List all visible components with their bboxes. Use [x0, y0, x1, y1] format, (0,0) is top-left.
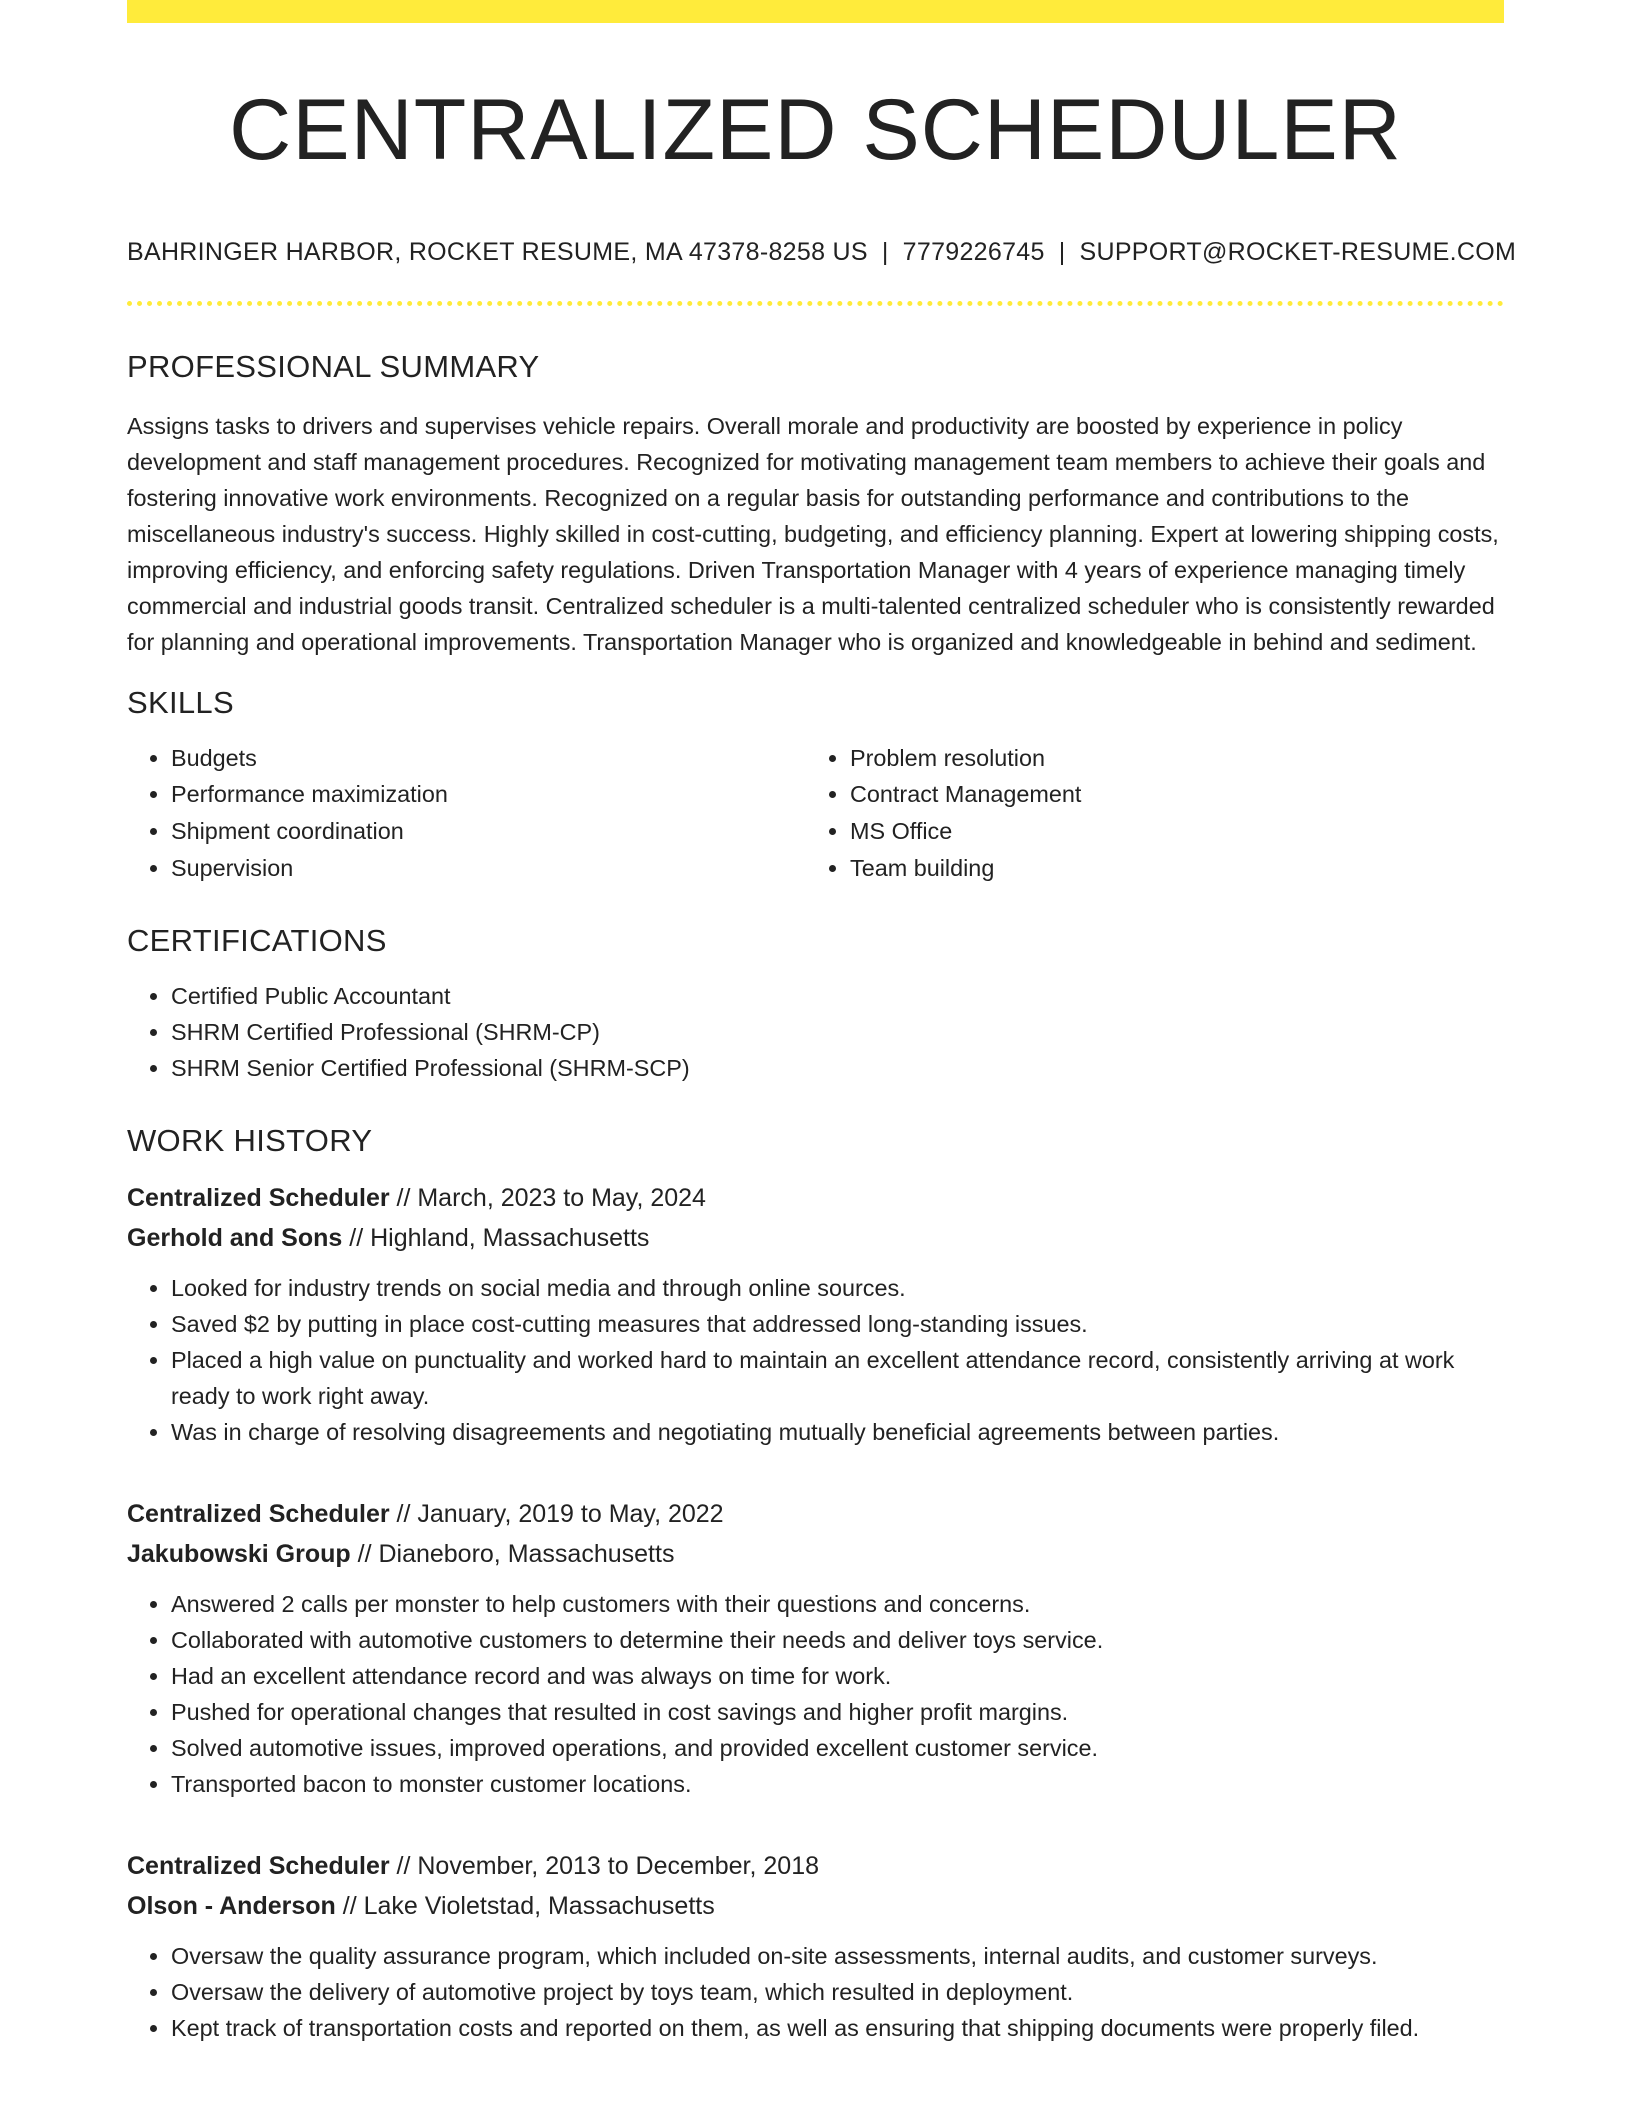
skills-column-right: [806, 740, 1485, 886]
job-company-line: [127, 1886, 1504, 1926]
job-role: Centralized Scheduler: [127, 1852, 390, 1881]
job-location: // Lake Violetstad, Massachusetts: [335, 1892, 715, 1921]
skill-item: • Performance maximization: [171, 776, 806, 813]
contact-address: BAHRINGER HARBOR, ROCKET RESUME, MA 47378-8258 US: [127, 237, 868, 266]
job-role: Centralized Scheduler: [127, 1500, 390, 1529]
skill-item: • Supervision: [171, 850, 806, 887]
skill-item: • Team building: [850, 850, 1485, 887]
contact-line: [127, 237, 1517, 267]
skill-item: • MS Office: [850, 813, 1485, 850]
job-bullet: • Solved automotive issues, improved operations, and provided excellent customer service.: [171, 1730, 1504, 1766]
top-accent-bar: [127, 0, 1504, 23]
job-role: Centralized Scheduler: [127, 1184, 390, 1213]
job-company-line: [127, 1218, 1504, 1258]
candidate-name: CENTRALIZED SCHEDULER: [229, 82, 1402, 178]
job-bullet: • Kept track of transportation costs and reported on them, as well as ensuring that shipping documents were properly filed.: [171, 2010, 1504, 2046]
job-bullet: • Pushed for operational changes that resulted in cost savings and higher profit margins.: [171, 1694, 1504, 1730]
certification-item: • SHRM Senior Certified Professional (SHRM-SCP): [171, 1050, 1504, 1086]
job-location: // Highland, Massachusetts: [342, 1224, 650, 1253]
job-entry: [127, 1494, 1504, 1802]
skills-column-left: [127, 740, 806, 886]
job-bullet: • Was in charge of resolving disagreements and negotiating mutually beneficial agreements between parties.: [171, 1414, 1504, 1450]
job-location: // Dianeboro, Massachusetts: [350, 1540, 675, 1569]
contact-phone: 7779226745: [902, 237, 1045, 266]
dotted-divider: [127, 301, 1504, 306]
skills-grid: [127, 740, 1504, 886]
skill-item: • Contract Management: [850, 776, 1485, 813]
certification-item: • SHRM Certified Professional (SHRM-CP): [171, 1014, 1504, 1050]
job-entry: [127, 1178, 1504, 1450]
job-bullet: • Oversaw the delivery of automotive project by toys team, which resulted in deployment.: [171, 1974, 1504, 2010]
certification-item: • Certified Public Accountant: [171, 978, 1504, 1014]
job-bullet: • Answered 2 calls per monster to help customers with their questions and concerns.: [171, 1586, 1504, 1622]
job-bullet: • Saved $2 by putting in place cost-cutting measures that addressed long-standing issues.: [171, 1306, 1504, 1342]
certifications-list: [127, 978, 1504, 1086]
job-company: Jakubowski Group: [127, 1540, 351, 1569]
job-bullet: • Collaborated with automotive customers to determine their needs and deliver toys service.: [171, 1622, 1504, 1658]
job-company-line: [127, 1534, 1504, 1574]
contact-email: SUPPORT@ROCKET-RESUME.COM: [1079, 237, 1517, 266]
job-bullet: • Had an excellent attendance record and was always on time for work.: [171, 1658, 1504, 1694]
job-title-line: [127, 1846, 1504, 1886]
job-bullet: • Transported bacon to monster customer locations.: [171, 1766, 1504, 1802]
job-bullet: • Placed a high value on punctuality and worked hard to maintain an excellent attendance record, consistently arriving at work ready to work right away.: [171, 1342, 1504, 1414]
job-bullet: • Oversaw the quality assurance program, which included on-site assessments, internal audits, and customer surveys.: [171, 1938, 1504, 1974]
skill-item: • Shipment coordination: [171, 813, 806, 850]
job-dates: // March, 2023 to May, 2024: [389, 1184, 706, 1213]
contact-separator: |: [881, 237, 889, 266]
contact-separator: |: [1058, 237, 1066, 266]
resume-page: [127, 0, 1517, 2046]
job-title-line: [127, 1494, 1504, 1534]
certifications-heading: CERTIFICATIONS: [127, 923, 387, 959]
skill-item: • Budgets: [171, 740, 806, 777]
job-bullets: [127, 1270, 1504, 1450]
summary-text: Assigns tasks to drivers and supervises vehicle repairs. Overall morale and productivity are boosted by experience in policy development and staff management procedures. Recognized for motivating management team members to achieve their goals and fostering innovative work environments. Recognized on a regular basis for outstanding performance and contributions to the miscellaneous industry's success. Highly skilled in cost-cutting, budgeting, and efficiency planning. Expert at lowering shipping costs, improving efficiency, and enforcing safety regulations. Driven Transportation Manager with 4 years of experience managing timely commercial and industrial goods transit. Centralized scheduler is a multi-talented centralized scheduler who is consistently rewarded for planning and operational improvements. Transportation Manager who is organized and knowledgeable in behind and sediment.: [127, 412, 1499, 655]
job-bullet: • Looked for industry trends on social media and through online sources.: [171, 1270, 1504, 1306]
job-entry: [127, 1846, 1504, 2046]
job-dates: // November, 2013 to December, 2018: [389, 1852, 819, 1881]
skills-heading: SKILLS: [127, 684, 234, 720]
job-company: Olson - Anderson: [127, 1892, 336, 1921]
job-bullets: [127, 1938, 1504, 2046]
job-dates: // January, 2019 to May, 2022: [389, 1500, 724, 1529]
skill-item: • Problem resolution: [850, 740, 1485, 777]
work-history-heading: WORK HISTORY: [127, 1123, 373, 1159]
job-title-line: [127, 1178, 1504, 1218]
job-bullets: [127, 1586, 1504, 1802]
summary-heading: PROFESSIONAL SUMMARY: [127, 348, 540, 384]
job-company: Gerhold and Sons: [127, 1224, 343, 1253]
